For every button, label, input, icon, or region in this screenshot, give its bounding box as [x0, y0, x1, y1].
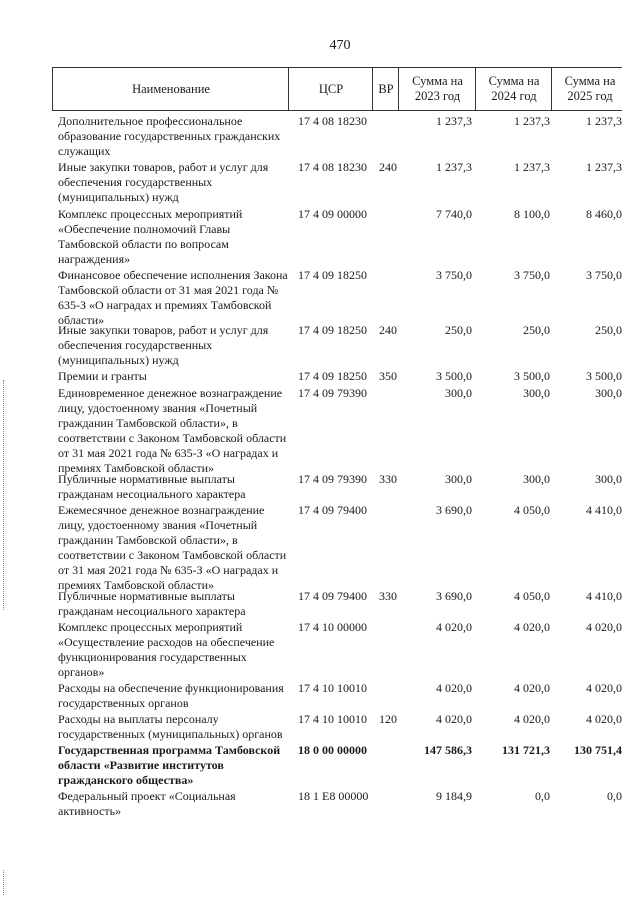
budget-table [52, 67, 622, 818]
header-vr: ВР [372, 68, 399, 110]
row-name: Государственная программа Тамбовской области «Развитие институтов гражданского общества» [58, 743, 281, 787]
row-sum-2023: 147 586,3 [424, 743, 472, 757]
row-vr: 330 [379, 472, 397, 486]
row-sum-2023: 250,0 [445, 323, 472, 337]
row-name: Ежемесячное денежное вознаграждение лицу, удостоенному звания «Почетный гражданин Тамбовской области», в соответствии с Законом Тамбовской области от 31 мая 2021 года № 635-З «О наградах и премиях Тамбовской области» [58, 503, 287, 592]
row-sum-2023: 1 237,3 [436, 114, 472, 128]
row-name: Публичные нормативные выплаты гражданам несоциального характера [58, 472, 246, 501]
row-sum-2024: 4 020,0 [514, 681, 550, 695]
row-vr: 240 [379, 323, 397, 337]
row-sum-2025: 4 020,0 [586, 712, 622, 726]
row-name: Комплекс процессных мероприятий «Обеспечение полномочий Главы Тамбовской области по вопросам награждения» [58, 207, 243, 266]
row-name: Иные закупки товаров, работ и услуг для обеспечения государственных (муниципальных) нужд [58, 323, 269, 367]
row-sum-2025: 1 237,3 [586, 160, 622, 174]
row-vr: 350 [379, 369, 397, 383]
row-sum-2023: 3 750,0 [436, 268, 472, 282]
row-csr: 17 4 09 18250 [298, 323, 367, 337]
row-csr: 17 4 09 18250 [298, 369, 367, 383]
row-sum-2025: 4 410,0 [586, 589, 622, 603]
row-sum-2025: 300,0 [595, 472, 622, 486]
row-csr: 17 4 09 79400 [298, 589, 367, 603]
row-sum-2024: 1 237,3 [514, 114, 550, 128]
row-sum-2024: 300,0 [523, 472, 550, 486]
row-sum-2024: 4 020,0 [514, 620, 550, 634]
row-sum-2025: 1 237,3 [586, 114, 622, 128]
row-csr: 17 4 10 10010 [298, 712, 367, 726]
table-header [52, 67, 622, 111]
row-name: Расходы на выплаты персоналу государственных (муниципальных) органов [58, 712, 283, 741]
row-sum-2025: 300,0 [595, 386, 622, 400]
row-csr: 17 4 08 18230 [298, 114, 367, 128]
row-sum-2023: 7 740,0 [436, 207, 472, 221]
row-sum-2023: 300,0 [445, 472, 472, 486]
row-vr: 240 [379, 160, 397, 174]
row-sum-2024: 4 050,0 [514, 589, 550, 603]
header-name: Наименование [52, 68, 289, 110]
scan-margin-marks [3, 870, 6, 895]
row-name: Федеральный проект «Социальная активность» [58, 789, 236, 818]
row-sum-2025: 4 410,0 [586, 503, 622, 517]
row-sum-2024: 300,0 [523, 386, 550, 400]
row-sum-2025: 3 500,0 [586, 369, 622, 383]
row-sum-2024: 131 721,3 [502, 743, 550, 757]
row-sum-2023: 3 690,0 [436, 503, 472, 517]
row-sum-2023: 1 237,3 [436, 160, 472, 174]
row-csr: 17 4 10 10010 [298, 681, 367, 695]
row-sum-2023: 3 500,0 [436, 369, 472, 383]
row-csr: 18 0 00 00000 [298, 743, 367, 757]
row-name: Финансовое обеспечение исполнения Закона Тамбовской области от 31 мая 2021 года № 635-З «О наградах и премиях Тамбовской области» [58, 268, 288, 327]
row-sum-2024: 3 750,0 [514, 268, 550, 282]
row-name: Премии и гранты [58, 369, 147, 383]
row-sum-2024: 3 500,0 [514, 369, 550, 383]
row-sum-2023: 4 020,0 [436, 712, 472, 726]
scan-margin-marks [3, 380, 6, 610]
header-csr: ЦСР [288, 68, 373, 110]
row-name: Расходы на обеспечение функционирования государственных органов [58, 681, 284, 710]
row-vr: 120 [379, 712, 397, 726]
row-name: Публичные нормативные выплаты гражданам несоциального характера [58, 589, 246, 618]
row-sum-2025: 250,0 [595, 323, 622, 337]
header-sum-2023: Сумма на 2023 год [398, 68, 476, 110]
row-sum-2024: 250,0 [523, 323, 550, 337]
row-sum-2023: 3 690,0 [436, 589, 472, 603]
row-csr: 17 4 08 18230 [298, 160, 367, 174]
row-sum-2023: 300,0 [445, 386, 472, 400]
row-sum-2024: 4 050,0 [514, 503, 550, 517]
row-csr: 17 4 09 00000 [298, 207, 367, 221]
row-sum-2025: 0,0 [607, 789, 622, 803]
row-csr: 17 4 09 79390 [298, 472, 367, 486]
row-sum-2023: 4 020,0 [436, 681, 472, 695]
row-sum-2024: 8 100,0 [514, 207, 550, 221]
row-name: Иные закупки товаров, работ и услуг для обеспечения государственных (муниципальных) нужд [58, 160, 269, 204]
row-csr: 17 4 09 79400 [298, 503, 367, 517]
row-sum-2023: 4 020,0 [436, 620, 472, 634]
row-sum-2025: 4 020,0 [586, 681, 622, 695]
header-sum-2024: Сумма на 2024 год [475, 68, 552, 110]
row-csr: 18 1 E8 00000 [298, 789, 369, 803]
row-sum-2025: 130 751,4 [574, 743, 622, 757]
row-csr: 17 4 09 18250 [298, 268, 367, 282]
row-csr: 17 4 09 79390 [298, 386, 367, 400]
page-number: 470 [329, 38, 351, 53]
row-sum-2024: 4 020,0 [514, 712, 550, 726]
row-sum-2025: 3 750,0 [586, 268, 622, 282]
row-vr: 330 [379, 589, 397, 603]
row-name: Комплекс процессных мероприятий «Осуществление расходов на обеспечение функционирования государственных органов» [58, 620, 275, 679]
row-sum-2024: 0,0 [535, 789, 550, 803]
row-sum-2023: 9 184,9 [436, 789, 472, 803]
row-name: Дополнительное профессиональное образование государственных гражданских служащих [58, 114, 281, 158]
row-name: Единовременное денежное вознаграждение лицу, удостоенному звания «Почетный гражданин Тамбовской области», в соответствии с Законом Тамбовской области от 31 мая 2021 года № 635-З «О наградах и премиях Тамбовской области» [58, 386, 287, 475]
row-sum-2025: 4 020,0 [586, 620, 622, 634]
row-csr: 17 4 10 00000 [298, 620, 367, 634]
row-sum-2025: 8 460,0 [586, 207, 622, 221]
header-sum-2025: Сумма на 2025 год [551, 68, 628, 110]
row-sum-2024: 1 237,3 [514, 160, 550, 174]
